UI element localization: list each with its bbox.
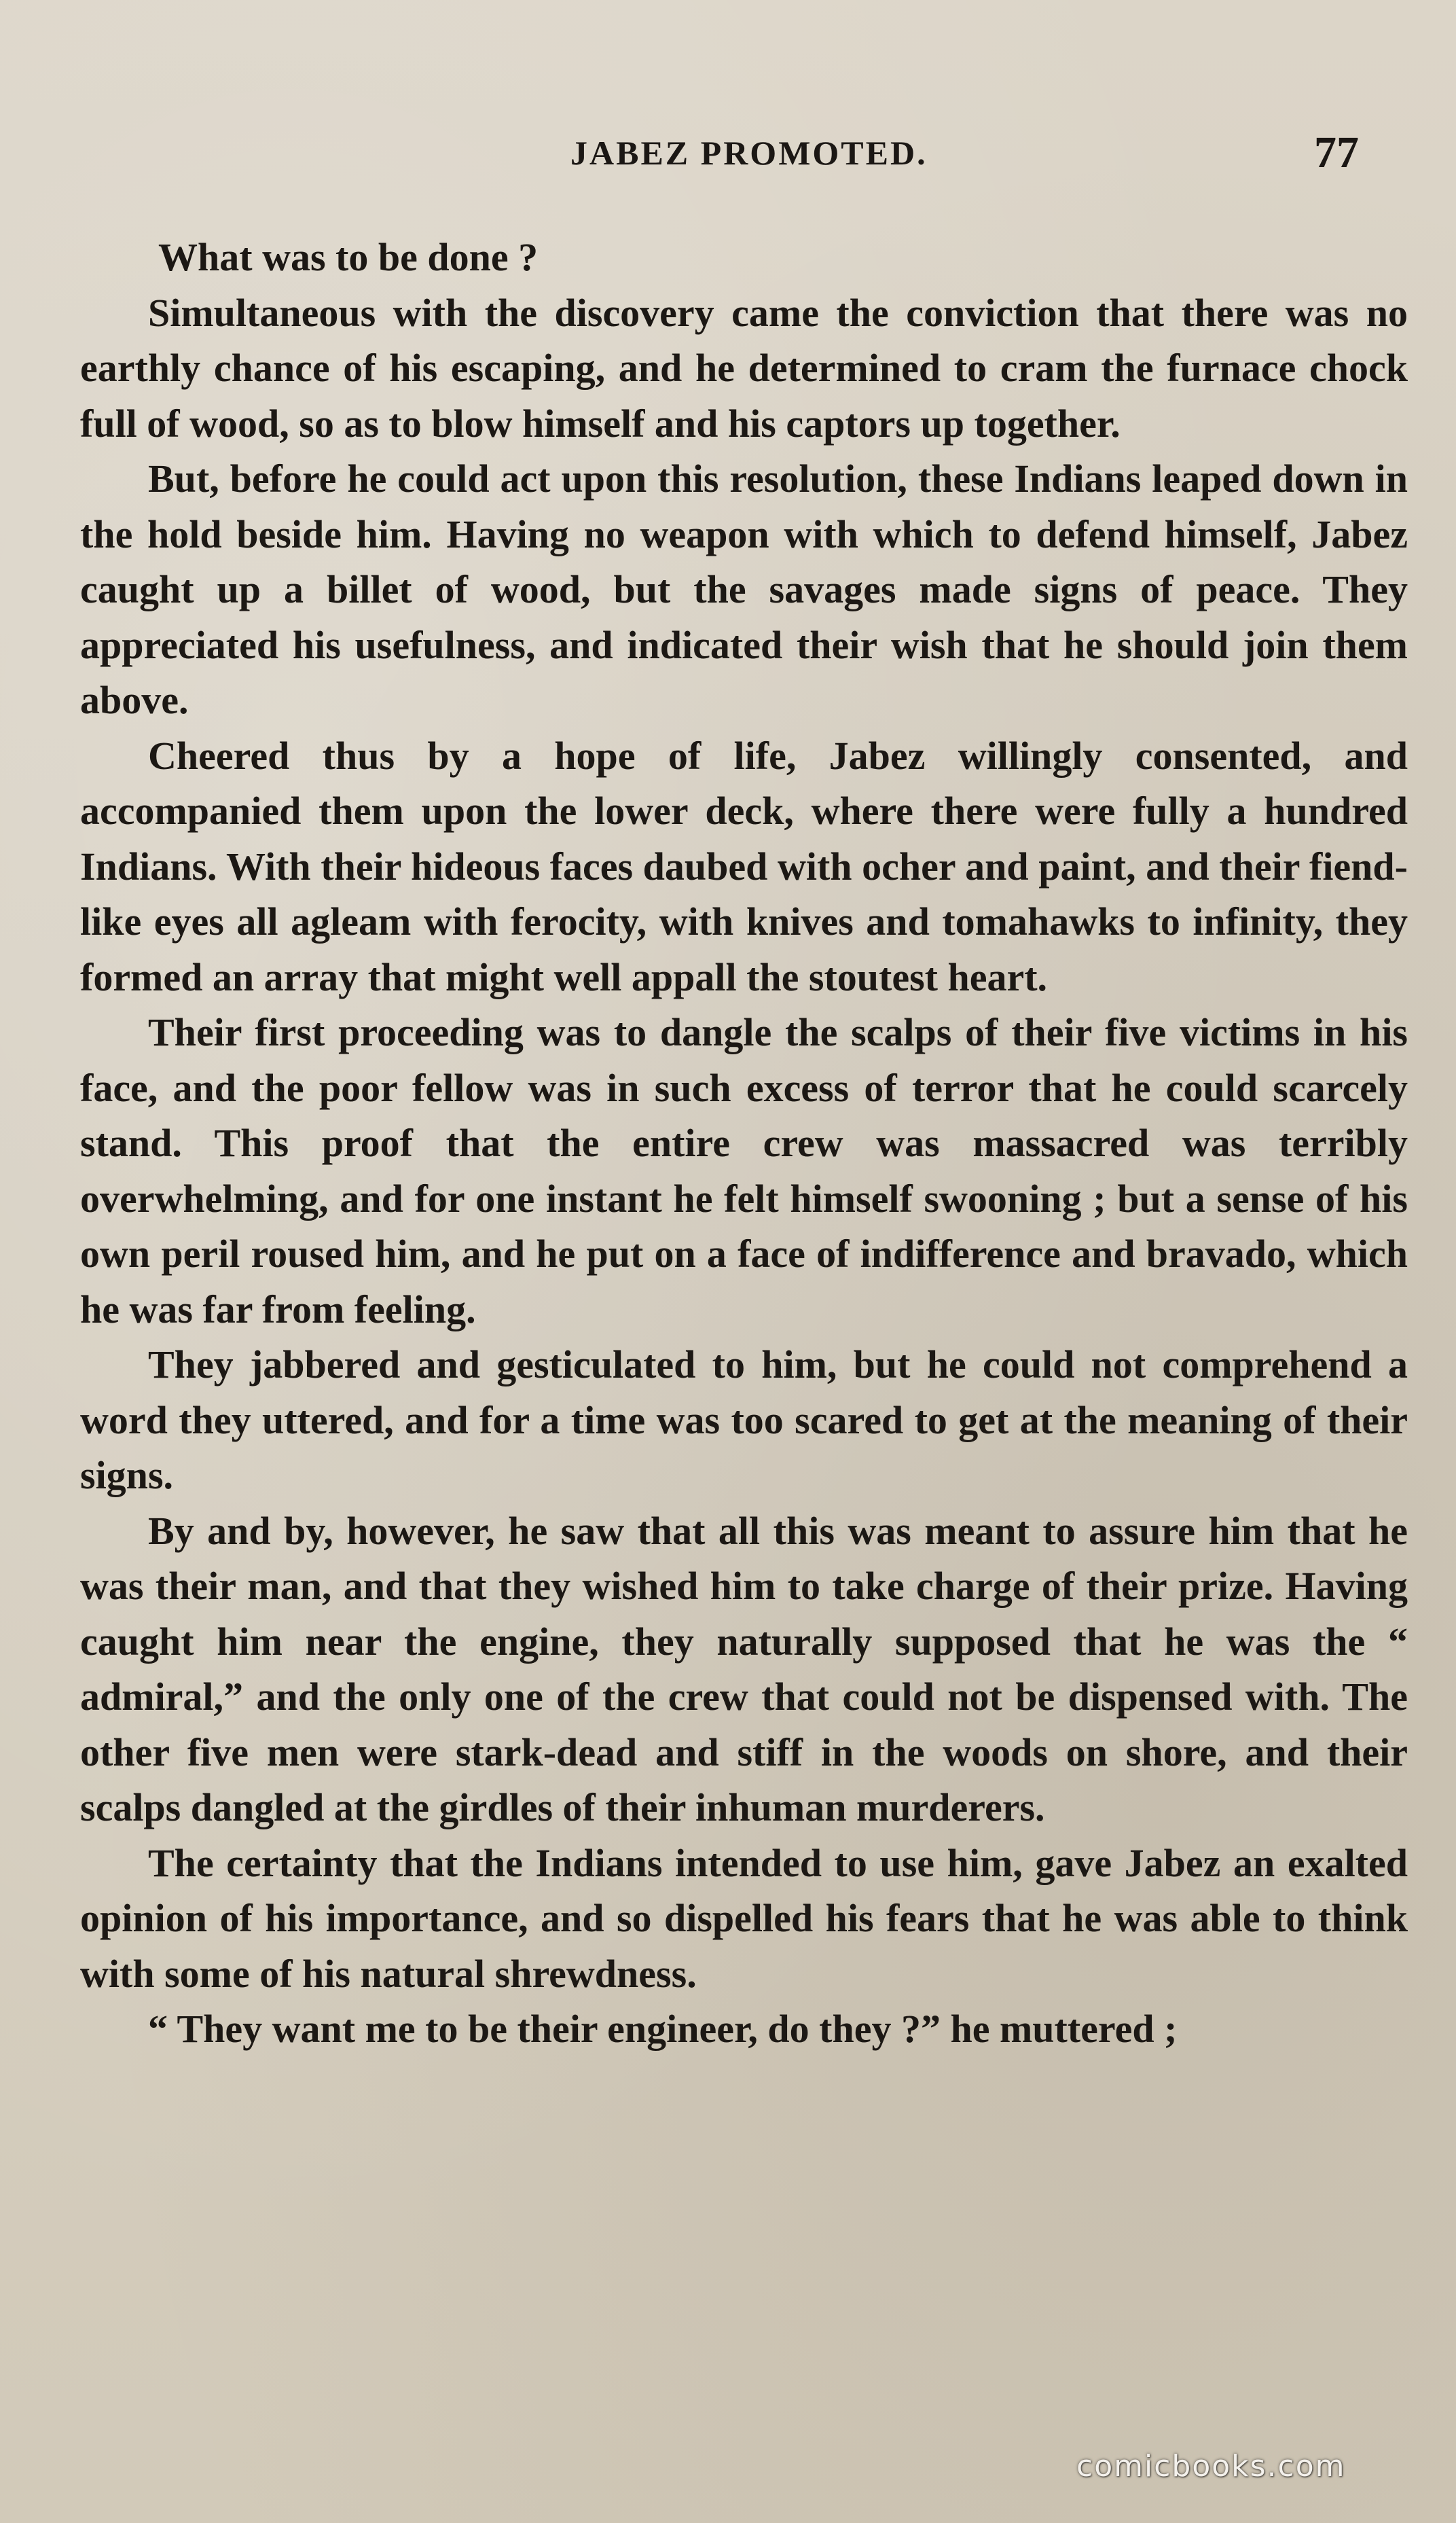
paragraph: But, before he could act upon this resolution, these Indians leaped down in the hold beside him. Having no weapon with which to defend himself, Jabez caught up a billet of wood, but the savages made signs of peace. They appreciated his usefulness, and indicated their wish that he should join them above. xyxy=(80,457,1408,722)
paragraph: They jabbered and gesticulated to him, but he could not comprehend a word they uttered, and for a time was too scared to get at the meaning of their signs. xyxy=(80,1342,1408,1497)
paragraph: Their first proceeding was to dangle the scalps of their five victims in his face, and the poor fellow was in such excess of terror that he could scarcely stand. This proof that the entire crew was massacred was terribly overwhelming, and for one instant he felt himself swooning ; but a sense of his own peril roused him, and he put on a face of indifference and bravado, which he was far from feeling. xyxy=(80,1010,1408,1331)
paragraph: “ They want me to be their engineer, do they ?” he muttered ; xyxy=(148,2007,1178,2051)
paragraph: Cheered thus by a hope of life, Jabez willingly consented, and accompanied them upon the lower deck, where there were fully a hundred Indians. With their hideous faces daubed with ocher and paint, and their fiend-like eyes all agleam with ferocity, with knives and tomahawks to infinity, they formed an array that might well appall the stoutest heart. xyxy=(80,733,1408,999)
watermark: comicbooks.com xyxy=(1076,2449,1346,2484)
body-text xyxy=(80,230,1408,2057)
page-number: 77 xyxy=(1314,128,1359,177)
paragraph: By and by, however, he saw that all this was meant to assure him that he was their man, and that they wished him to take charge of their prize. Having caught him near the engine, they naturally supposed that he was the “ admiral,” and the only one of the crew that could not be dispensed with. The other five men were stark-dead and stiff in the woods on shore, and their scalps dangled at the girdles of their inhuman murderers. xyxy=(80,1508,1408,1829)
running-title: JABEZ PROMOTED. xyxy=(570,134,928,172)
paragraph: The certainty that the Indians intended to use him, gave Jabez an exalted opinion of his importance, and so dispelled his fears that he was able to think with some of his natural shrewdness. xyxy=(80,1840,1408,1996)
paragraph: What was to be done ? xyxy=(158,235,539,279)
running-head xyxy=(0,126,1456,180)
paragraph: Simultaneous with the discovery came the conviction that there was no earthly chance of his escaping, and he determined to cram the furnace chock full of wood, so as to blow himself and his captors up together. xyxy=(80,290,1408,446)
